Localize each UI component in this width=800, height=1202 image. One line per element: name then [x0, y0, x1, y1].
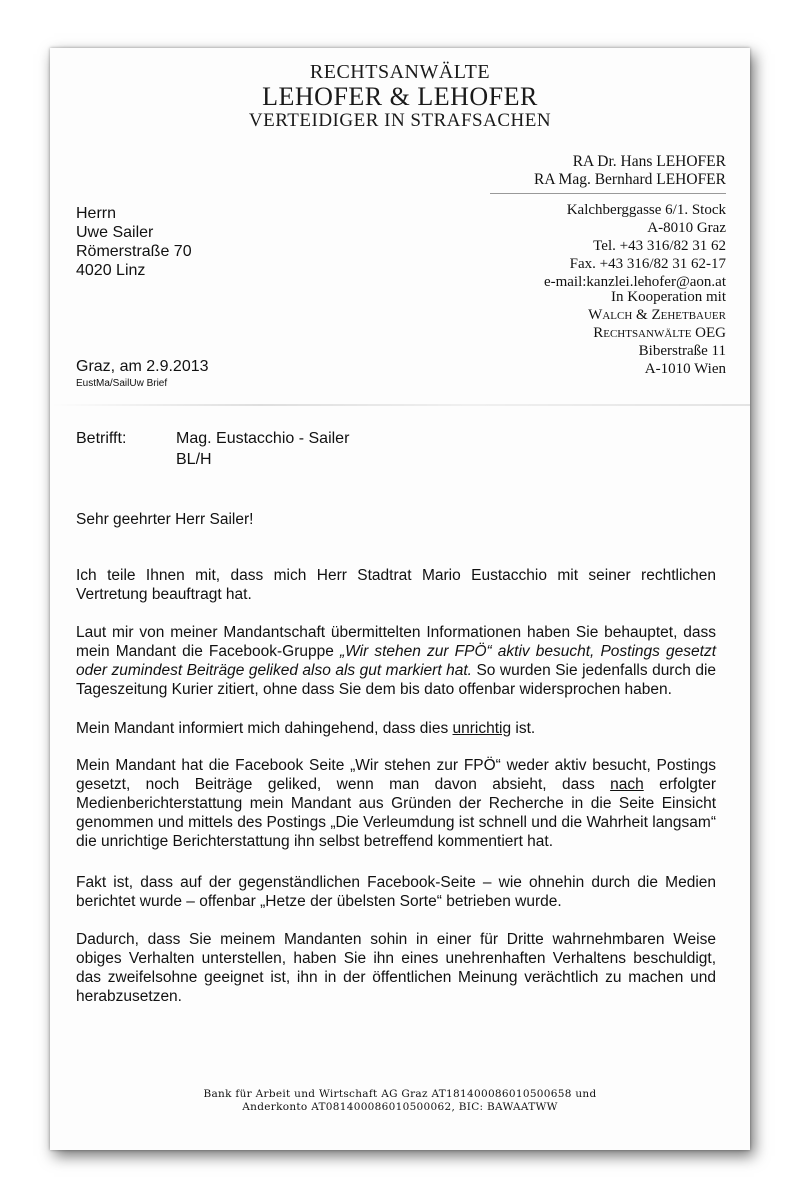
paragraph-4-part-c: erfolgter Medienberichterstattung mein Mandant aus Gründen der Recherche in die Seite Einsicht genommen und mittels des Postings „Die Verleumdung ist schnell und die Wahrheit langsam“ die unrichtige Berichterstattung ihn selbst betreffend kommentiert hat.: [76, 776, 716, 850]
paragraph-3-part-c: ist.: [511, 720, 536, 737]
subject-line1: Mag. Eustacchio - Sailer: [176, 430, 350, 447]
scan-artifact-line: [50, 404, 750, 406]
bank-footer: [50, 1088, 750, 1114]
contact-fax: Fax. +43 316/82 31 62-17: [569, 256, 726, 272]
contact-email: e-mail:kanzlei.lehofer@aon.at: [543, 274, 726, 290]
paragraph-3: [76, 719, 716, 738]
paragraph-2-part-c: So wurden Sie jedenfalls durch die Tageszeitung Kurier zitiert, ohne dass Sie dem bis dato offenbar widersprochen haben.: [76, 662, 717, 698]
contact-city: A-8010 Graz: [647, 220, 726, 236]
recipient-city: 4020 Linz: [76, 262, 146, 279]
footer-line1: Bank für Arbeit und Wirtschaft AG Graz AT181400086010500658 und: [203, 1088, 597, 1100]
paragraph-4-part-a: Mein Mandant hat die Facebook Seite „Wir stehen zur FPÖ“ weder aktiv besucht, Postings gesetzt, noch Beiträge geliked, wenn man davon absieht, dass: [76, 757, 716, 793]
letter-page: [50, 48, 750, 1150]
cooperation-city: A-1010 Wien: [644, 361, 726, 377]
paragraph-4-underlined: nach: [610, 776, 644, 793]
cooperation-label: In Kooperation mit: [611, 289, 726, 305]
cooperation-street: Biberstraße 11: [638, 343, 726, 359]
letterhead-line1: RECHTSANWÄLTE: [309, 61, 491, 83]
header-divider: [490, 193, 726, 194]
letterhead-line3: VERTEIDIGER IN STRAFSACHEN: [248, 110, 552, 131]
paragraph-6: Dadurch, dass Sie meinem Mandanten sohin in einer für Dritte wahrnehmbaren Weise obiges Verhalten unterstellen, haben Sie ihn eines unehrenhaften Verhaltens beschuldigt, das zweifelsohne geeignet ist, ihn in der öffentlichen Meinung verächtlich zu machen und herabzusetzen.: [76, 931, 716, 1005]
reference-code: EustMa/SailUw Brief: [76, 378, 168, 389]
cooperation-firm-type: Rechtsanwälte OEG: [593, 325, 726, 341]
recipient-street: Römerstraße 70: [76, 243, 192, 260]
contact-phone: Tel. +43 316/82 31 62: [593, 238, 726, 254]
footer-line2: Anderkonto AT081400086010500062, BIC: BAWAATWW: [242, 1101, 558, 1113]
paragraph-3-part-a: Mein Mandant informiert mich dahingehend, dass dies: [76, 720, 453, 737]
paragraph-3-underlined: unrichtig: [452, 720, 512, 737]
recipient-salutation: Herrn: [76, 205, 117, 222]
subject-value: [176, 428, 349, 470]
letter-date: Graz, am 2.9.2013: [76, 358, 209, 375]
paragraph-2: [76, 623, 716, 699]
recipient-address: [76, 204, 192, 280]
salutation: Sehr geehrter Herr Sailer!: [76, 511, 254, 528]
cooperation-block: [588, 288, 726, 378]
paragraph-2-quote: „Wir stehen zur FPÖ“ aktiv besucht, Postings gesetzt oder zumindest Beiträge geliked also als gut markiert hat.: [76, 643, 716, 679]
lawyer-name: RA Mag. Bernhard LEHOFER: [533, 171, 726, 188]
paragraph-1: Ich teile Ihnen mit, dass mich Herr Stadtrat Mario Eustacchio mit seiner rechtlichen Vertretung beauftragt hat.: [76, 567, 716, 603]
letterhead-firm-name: LEHOFER & LEHOFER: [262, 82, 538, 111]
lawyers-block: [534, 153, 726, 189]
cooperation-firm: Walch & Zehetbauer: [588, 307, 726, 323]
paragraph-2-part-a: Laut mir von meiner Mandantschaft übermittelten Informationen haben Sie behauptet, dass mein Mandant die Facebook-Gruppe: [76, 624, 716, 660]
paragraph-4: [76, 756, 716, 851]
contact-street: Kalchberggasse 6/1. Stock: [566, 202, 726, 218]
lawyer-name: RA Dr. Hans LEHOFER: [572, 153, 726, 170]
subject-label: Betrifft:: [76, 430, 127, 447]
contact-block: [544, 201, 726, 291]
recipient-name: Uwe Sailer: [76, 224, 154, 241]
paragraph-5: Fakt ist, dass auf der gegenständlichen Facebook-Seite – wie ohnehin durch die Medien berichtet wurde – offenbar „Hetze der übelsten Sorte“ betrieben wurde.: [76, 874, 716, 910]
subject-line2: BL/H: [176, 451, 212, 468]
